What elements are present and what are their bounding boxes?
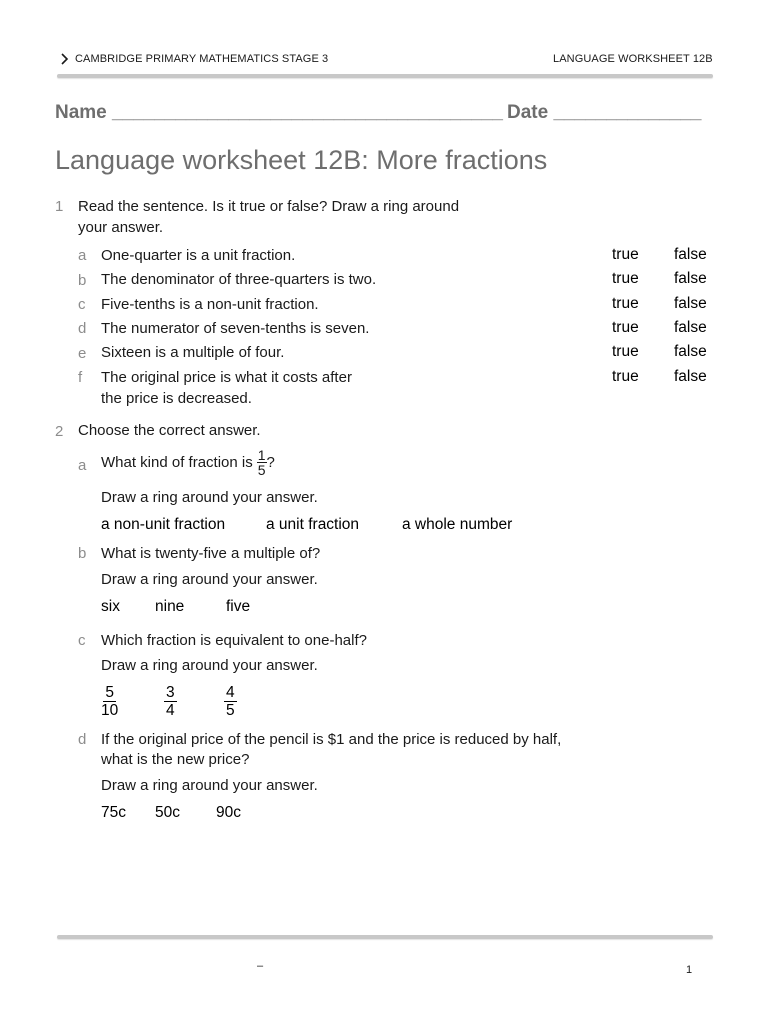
answer-option[interactable]: a whole number — [402, 516, 513, 533]
false-option[interactable]: false — [674, 343, 707, 360]
question-suffix: ? — [266, 454, 275, 471]
statement-text: Five-tenths is a non-unit fraction. — [101, 296, 319, 313]
item-letter: d — [78, 731, 87, 748]
answer-option[interactable]: 50c — [155, 804, 180, 821]
item-letter: b — [78, 545, 87, 562]
false-option[interactable]: false — [674, 246, 707, 263]
fraction-numerator: 5 — [105, 684, 114, 701]
item-letter: c — [78, 632, 86, 649]
true-option[interactable]: true — [612, 368, 639, 385]
answer-option-fraction[interactable] — [164, 684, 177, 719]
question-number: 1 — [55, 198, 64, 215]
item-letter: c — [78, 296, 86, 313]
false-option[interactable]: false — [674, 319, 707, 336]
draw-instruction: Draw a ring around your answer. — [101, 777, 318, 794]
page-title: Language worksheet 12B: More fractions — [55, 145, 548, 175]
header-right-title: LANGUAGE WORKSHEET 12B — [553, 53, 713, 65]
answer-option[interactable]: five — [226, 598, 251, 615]
question-prompt: What kind of fraction is — [101, 454, 253, 471]
fraction-numerator: 3 — [166, 684, 175, 701]
statement-text: The denominator of three-quarters is two. — [101, 271, 377, 288]
answer-option-fraction[interactable] — [101, 684, 118, 719]
true-option[interactable]: true — [612, 246, 639, 263]
fraction-denominator: 5 — [257, 462, 266, 478]
item-letter: e — [78, 345, 87, 362]
fraction-denominator: 5 — [226, 702, 235, 719]
footer-center-mark: – — [257, 960, 264, 972]
header-left-title: CAMBRIDGE PRIMARY MATHEMATICS STAGE 3 — [75, 53, 329, 65]
true-option[interactable]: true — [612, 343, 639, 360]
question-instruction: your answer. — [78, 219, 164, 236]
item-letter: a — [78, 457, 87, 474]
date-field[interactable]: Date ______________ — [507, 102, 702, 123]
question-instruction: Choose the correct answer. — [78, 422, 261, 439]
question-text: What is twenty-five a multiple of? — [101, 545, 321, 562]
fraction-denominator: 4 — [166, 702, 175, 719]
chevron-right-icon — [60, 53, 69, 65]
fraction-one-fifth — [257, 449, 267, 477]
question-text: If the original price of the pencil is $1 and the price is reduced by half, — [101, 731, 562, 748]
true-option[interactable]: true — [612, 295, 639, 312]
name-field[interactable]: Name _____________________________________ — [55, 102, 504, 123]
item-letter: b — [78, 272, 87, 289]
answer-option[interactable]: six — [101, 598, 120, 615]
draw-instruction: Draw a ring around your answer. — [101, 571, 318, 588]
statement-text: The numerator of seven-tenths is seven. — [101, 320, 370, 337]
page-number: 1 — [686, 964, 693, 976]
draw-instruction: Draw a ring around your answer. — [101, 489, 318, 506]
answer-option[interactable]: a non-unit fraction — [101, 516, 226, 533]
question-instruction: Read the sentence. Is it true or false? Draw a ring around — [78, 198, 460, 215]
fraction-numerator: 4 — [226, 684, 235, 701]
draw-instruction: Draw a ring around your answer. — [101, 657, 318, 674]
answer-option[interactable]: nine — [155, 598, 185, 615]
false-option[interactable]: false — [674, 270, 707, 287]
item-letter: d — [78, 320, 87, 337]
question-text — [101, 449, 275, 477]
fraction-denominator: 10 — [101, 702, 119, 719]
question-text: Which fraction is equivalent to one-half? — [101, 632, 367, 649]
answer-option[interactable]: a unit fraction — [266, 516, 360, 533]
fraction-numerator: 1 — [257, 447, 266, 463]
true-option[interactable]: true — [612, 319, 639, 336]
answer-option-fraction[interactable] — [224, 684, 237, 719]
item-letter: a — [78, 247, 87, 264]
header-rule — [57, 74, 713, 78]
statement-text: Sixteen is a multiple of four. — [101, 344, 285, 361]
false-option[interactable]: false — [674, 368, 707, 385]
question-text: what is the new price? — [101, 751, 250, 768]
footer-rule — [57, 935, 713, 939]
question-number: 2 — [55, 423, 64, 440]
statement-text: the price is decreased. — [101, 390, 252, 407]
statement-text: One-quarter is a unit fraction. — [101, 247, 296, 264]
true-option[interactable]: true — [612, 270, 639, 287]
statement-text: The original price is what it costs after — [101, 369, 352, 386]
answer-option[interactable]: 75c — [101, 804, 126, 821]
answer-option[interactable]: 90c — [216, 804, 241, 821]
item-letter: f — [78, 369, 83, 386]
false-option[interactable]: false — [674, 295, 707, 312]
